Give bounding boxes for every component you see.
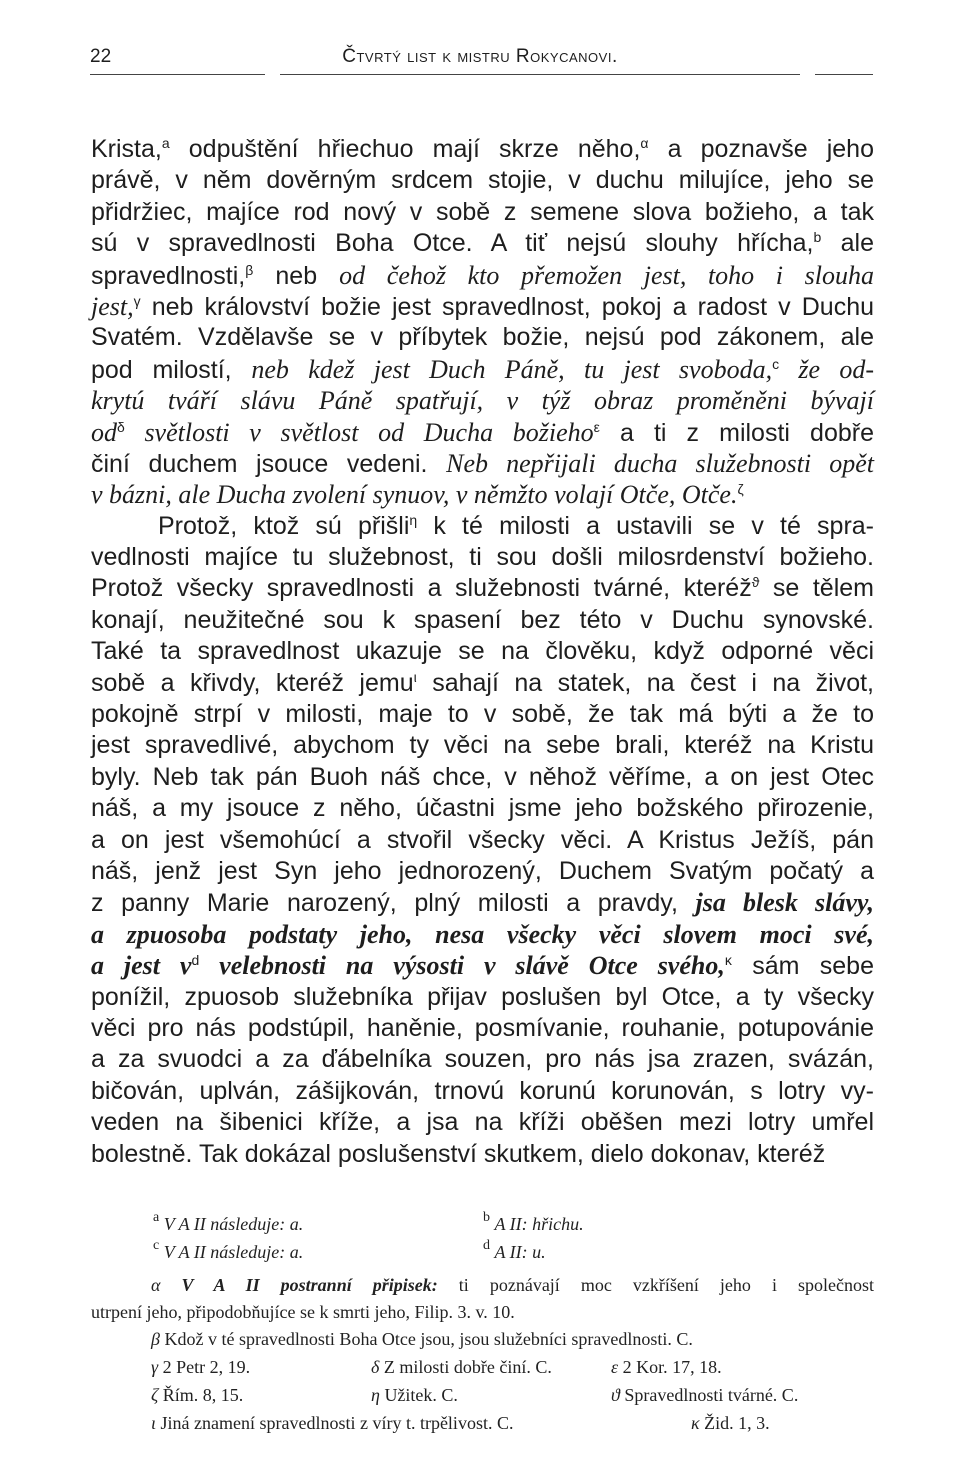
text-run: sám sebe	[731, 952, 874, 981]
header-rule	[280, 74, 800, 75]
text-line	[91, 730, 874, 761]
text-line	[91, 605, 874, 636]
text-line	[91, 762, 874, 793]
italic-run: v bázni, ale Ducha zvolení synuov, v němžto volají Otče, Otče.	[91, 480, 738, 510]
text-line	[91, 1013, 874, 1044]
text-run: Protož všecky spravedlnosti a služebnosti tvárné, kteréž	[91, 574, 752, 603]
text-run: konají, neužitečné sou k spasení bez této v Duchu synovské.	[91, 605, 874, 634]
footnote-ref: α	[640, 135, 649, 151]
footnote-iota: ι Jiná znamení spravedlnosti z víry t. trpělivost. C.	[151, 1413, 514, 1433]
text-line	[91, 417, 874, 448]
text-run: pod milostí,	[91, 355, 252, 384]
page-number: 22	[90, 46, 112, 67]
text-line	[91, 1107, 874, 1138]
bold-italic-run: a zpuosoba podstaty jeho, nesa všecky věci slovem moci své,	[91, 919, 874, 949]
text-line	[91, 354, 874, 385]
text-run: náš, a my jsouce z něho, účastni jsme jeho božského přirozenie,	[91, 794, 874, 823]
text-run: bolestně. Tak dokázal poslušenství skutkem, dielo dokonav, kteréž	[91, 1139, 826, 1168]
text-line	[91, 793, 874, 824]
text-run: a za svuodci a za ďábelníka souzen, pro nás jsa zrazen, svázán,	[91, 1045, 874, 1074]
footnote-ref: d	[191, 952, 200, 969]
text-line	[91, 887, 874, 918]
text-run: k té milosti a ustavili se v té spra-	[417, 511, 875, 540]
italic-run: jest,	[91, 291, 134, 321]
text-run: věci pro nás podstúpil, haněnie, posmívanie, rouhanie, potupovánie	[91, 1013, 874, 1042]
text-line	[91, 228, 874, 259]
text-run: vedlnosti majíce tu služebnost, ti sou došli milosrdenství božieho.	[91, 543, 874, 572]
footnote-gamma: γ 2 Petr 2, 19.	[151, 1357, 251, 1377]
text-run: ale	[821, 229, 874, 258]
text-line	[91, 542, 874, 573]
text-run: a on jest všemohúcí a stvořil všecky věci. A Kristus Ježíš, pán	[91, 825, 874, 854]
text-line	[91, 1044, 874, 1075]
text-run: neb	[253, 261, 340, 290]
italic-run: Neb nepřijali ducha služebnosti opět	[446, 448, 874, 478]
text-line	[91, 950, 874, 981]
text-run: náš, jenž jest Syn jeho jednorozený, Duchem Svatým počatý a	[91, 856, 874, 885]
text-line	[91, 668, 874, 699]
text-line	[91, 197, 874, 228]
text-run: přidržiec, majíce rod nový v sobě z semene slova božieho, a tak	[91, 197, 874, 226]
text-run: Svatém. Vzdělavše se v příbytek božie, nejsú pod zákonem, ale	[91, 323, 874, 352]
text-line	[91, 165, 874, 196]
footnote-alpha-cont: utrpení jeho, připodobňujíce se k smrti jeho, Filip. 3. v. 10.	[91, 1302, 515, 1322]
text-run: odpuštění hřiechuo mají skrze něho,	[169, 135, 641, 163]
text-line	[91, 1076, 874, 1107]
footnote-row	[91, 1210, 874, 1238]
text-run: sobě a křivdy, kteréž jemu	[91, 668, 414, 697]
text-run: Také ta spravedlnost ukazuje se na člověku, když odporné věci	[91, 637, 874, 666]
bold-italic-run: jsa blesk slávy,	[695, 888, 874, 918]
footnotes	[91, 1210, 874, 1437]
text-run: Protož, ktož sú přišli	[158, 511, 410, 540]
footnote-row	[91, 1353, 874, 1381]
footnote-a: $^a$ V A II následuje: a.	[153, 1210, 304, 1234]
footnote-zeta: ζ Řím. 8, 15.	[151, 1385, 244, 1405]
text-line	[91, 825, 874, 856]
text-line	[91, 260, 874, 291]
text-line	[91, 385, 874, 416]
text-line	[91, 982, 874, 1013]
text-run: právě, v něm dověrným srdcem stojie, v duchu milujíce, jeho se	[91, 166, 874, 195]
footnote-ref: ι	[413, 668, 417, 685]
text-line	[91, 448, 874, 479]
text-line	[91, 479, 874, 510]
text-line	[91, 322, 874, 353]
footnote-epsilon: ε 2 Kor. 17, 18.	[611, 1357, 722, 1377]
footnote-row	[91, 1381, 874, 1409]
text-run: bičován, uplván, zášijkován, trnovú korunú korunován, s lotry vy-	[91, 1076, 874, 1105]
footnote-ref: κ	[724, 952, 732, 969]
footnote-d: $^d$ A II: u.	[483, 1238, 546, 1262]
footnote-delta: δ Z milosti dobře činí. C.	[371, 1357, 552, 1377]
text-run: činí duchem jsouce vedeni.	[91, 449, 447, 478]
text-run: a ti z milosti dobře	[599, 418, 874, 447]
text-run: sahají na statek, na čest i na život,	[416, 668, 874, 697]
footnote-beta: β Kdož v té spravedlnosti Boha Otce jsou, jsou služebníci spravedlnosti. C.	[151, 1329, 693, 1349]
text-line	[91, 699, 874, 730]
footnote-ref: β	[245, 261, 254, 278]
text-line	[91, 919, 874, 950]
text-run: spravedlnosti,	[91, 261, 246, 290]
text-run: neb království božie jest spravedlnost, pokoj a radost v Duchu	[140, 292, 874, 321]
text-line	[91, 1139, 874, 1170]
footnote-ref: δ	[117, 418, 125, 435]
footnote-ref: γ	[133, 292, 141, 309]
footnote-theta: ϑ Spravedlnosti tvárné. C.	[611, 1385, 799, 1405]
text-run: z panny Marie narozený, plný milosti a pravdy,	[91, 889, 696, 918]
footnote-ref: ϑ	[751, 574, 760, 591]
footnote-ref: a	[161, 135, 170, 151]
footnote-ref: ζ	[737, 481, 744, 498]
text-line	[91, 134, 874, 165]
footnote-alpha: α V A II postranní připisek: ti poznávají moc vzkříšení jeho i společnost	[151, 1275, 874, 1295]
italic-run: neb kdež jest Duch Páně, tu jest svoboda,	[251, 354, 773, 384]
page-header	[0, 40, 960, 76]
text-run: ponížil, zpuosob služebníka přijav poslušen byl Otce, a ty všecky	[91, 982, 874, 1011]
footnote-row	[91, 1238, 874, 1266]
text-run: veden na šibenici kříže, a jsa na kříži oběšen mezi lotry umřel	[91, 1108, 874, 1137]
text-run: jest spravedlivé, abychom ty věci na sebe brali, kteréž na Kristu	[91, 731, 874, 760]
text-run: Krista,	[91, 135, 162, 163]
italic-run: že od-	[779, 354, 874, 384]
footnote-ref: ε	[593, 418, 600, 435]
footnote-c: $^c$ V A II následuje: a.	[153, 1238, 304, 1262]
running-title: Čtvrtý list k mistru Rokycanovi.	[342, 46, 618, 67]
text-line	[91, 291, 874, 322]
footnote-ref: b	[813, 229, 822, 246]
text-line	[91, 636, 874, 667]
italic-run: krytú tváří slávu Páně spatřují, v týž obraz proměněni bývají	[91, 386, 874, 416]
text-run: pokojně strpí v milosti, maje to v sobě, že tak má býti a že to	[91, 700, 874, 729]
text-run: se tělem	[759, 574, 874, 603]
italic-run: světlosti v světlost od Ducha božieho	[124, 417, 594, 447]
footnote-eta: η Užitek. C.	[371, 1385, 458, 1405]
text-run: a poznavše jeho	[648, 135, 874, 163]
bold-italic-run: a jest v	[91, 951, 192, 981]
italic-run: od čehož kto přemožen jest, toho i slouha	[339, 260, 874, 290]
text-line	[91, 856, 874, 887]
footnote-ref: c	[772, 355, 780, 372]
text-run: sú v spravedlnosti Boha Otce. A tiť nejsú slouhy hřícha,	[91, 229, 814, 258]
text-line	[91, 511, 874, 542]
main-text	[91, 134, 874, 1170]
text-line	[91, 573, 874, 604]
text-run: byly. Neb tak pán Buoh náš chce, v něhož věříme, a on jest Otec	[91, 762, 874, 791]
footnote-kappa: κ Žid. 1, 3.	[691, 1413, 770, 1433]
bold-italic-run: velebnosti na výsosti v slávě Otce svého,	[199, 951, 725, 981]
header-rule	[90, 74, 265, 75]
italic-run: od	[91, 417, 117, 447]
footnote-row	[91, 1409, 874, 1437]
footnote-ref: η	[409, 511, 418, 528]
footnote-b: $^b$ A II: hřichu.	[483, 1210, 584, 1234]
header-rule	[815, 74, 873, 75]
